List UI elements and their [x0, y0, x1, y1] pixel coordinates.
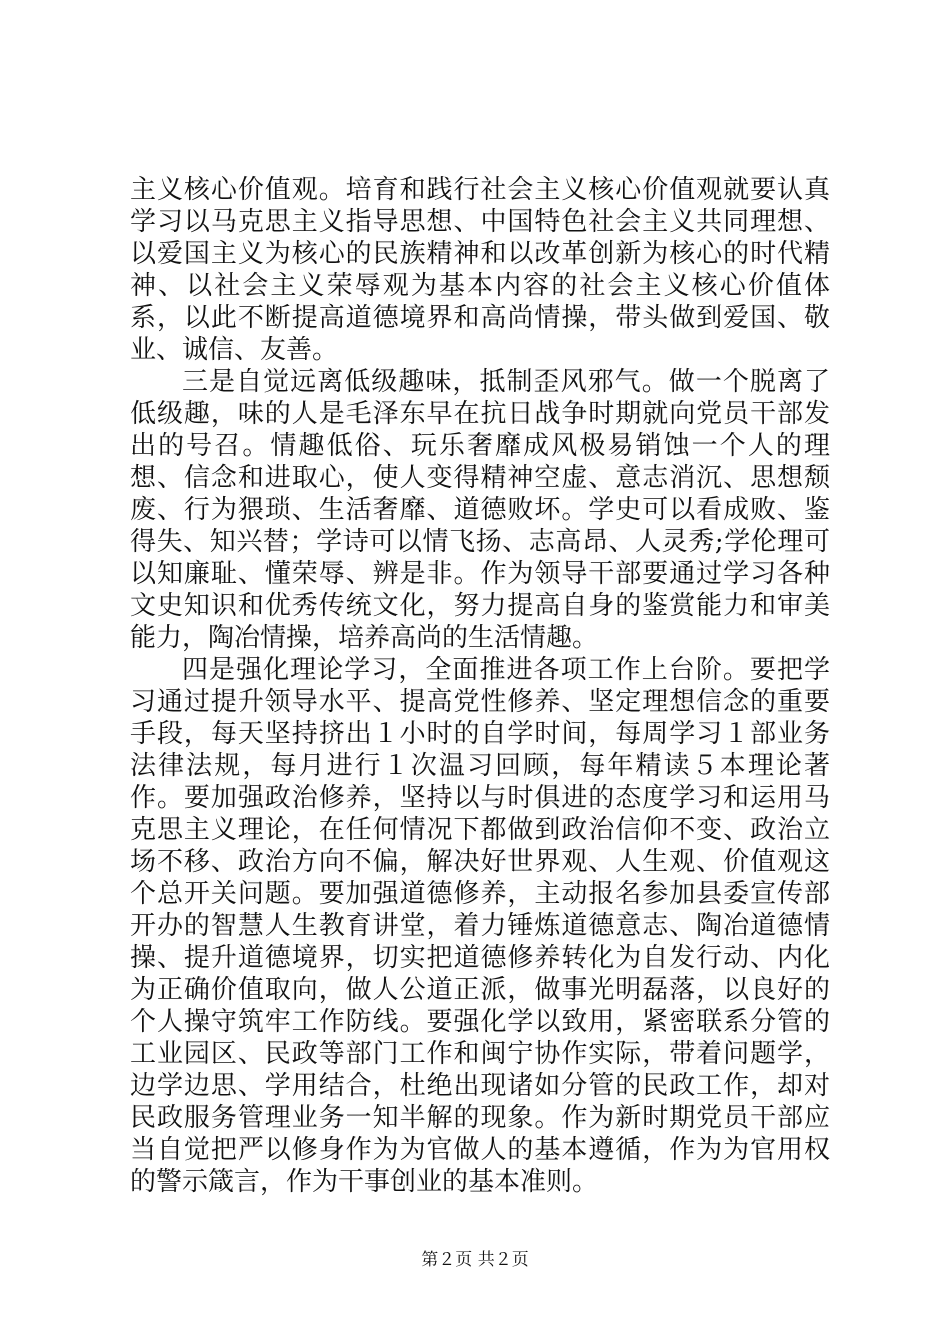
page-footer: 第２页 共２页 [421, 1250, 529, 1270]
document-body [130, 174, 830, 1198]
paragraph-continuation: 主义核心价值观。培育和践行社会主义核心价值观就要认真学习以马克思主义指导思想、中国特色社会主义共同理想、以爱国主义为核心的民族精神和以改革创新为核心的时代精神、以社会主义荣辱观为基本内容的社会主义核心价值体系，以此不断提高道德境界和高尚情操，带头做到爱国、敬业、诚信、友善。 [130, 175, 830, 365]
paragraph-point-three: 三是自觉远离低级趣味，抵制歪风邪气。做一个脱离了低级趣，味的人是毛泽东早在抗日战争时期就向党员干部发出的号召。情趣低俗、玩乐奢靡成风极易销蚀一个人的理想、信念和进取心，使人变得精神空虚、意志消沉、思想颓废、行为猥琐、生活奢靡、道德败坏。学史可以看成败、鉴得失、知兴替；学诗可以情飞扬、志高昂、人灵秀;学伦理可以知廉耻、懂荣辱、辨是非。作为领导干部要通过学习各种文史知识和优秀传统文化，努力提高自身的鉴赏能力和审美能力，陶冶情操，培养高尚的生活情趣。 [130, 367, 830, 653]
paragraph-point-four: 四是强化理论学习，全面推进各项工作上台阶。要把学习通过提升领导水平、提高党性修养、坚定理想信念的重要手段，每天坚持挤出１小时的自学时间，每周学习１部业务法律法规，每月进行１次温习回顾，每年精读５本理论著作。要加强政治修养，坚持以与时俱进的态度学习和运用马克思主义理论，在任何情况下都做到政治信仰不变、政治立场不移、政治方向不偏，解决好世界观、人生观、价值观这个总开关问题。要加强道德修养，主动报名参加县委宣传部开办的智慧人生教育讲堂，着力锤炼道德意志、陶冶道德情操、提升道德境界，切实把道德修养转化为自发行动、内化为正确价值取向，做人公道正派，做事光明磊落，以良好的个人操守筑牢工作防线。要强化学以致用，紧密联系分管的工业园区、民政等部门工作和闽宁协作实际，带着问题学，边学边思、学用结合，杜绝出现诸如分管的民政工作，却对民政服务管理业务一知半解的现象。作为新时期党员干部应当自觉把严以修身作为为官做人的基本遵循，作为为官用权的警示箴言，作为干事创业的基本准则。 [130, 655, 830, 1197]
